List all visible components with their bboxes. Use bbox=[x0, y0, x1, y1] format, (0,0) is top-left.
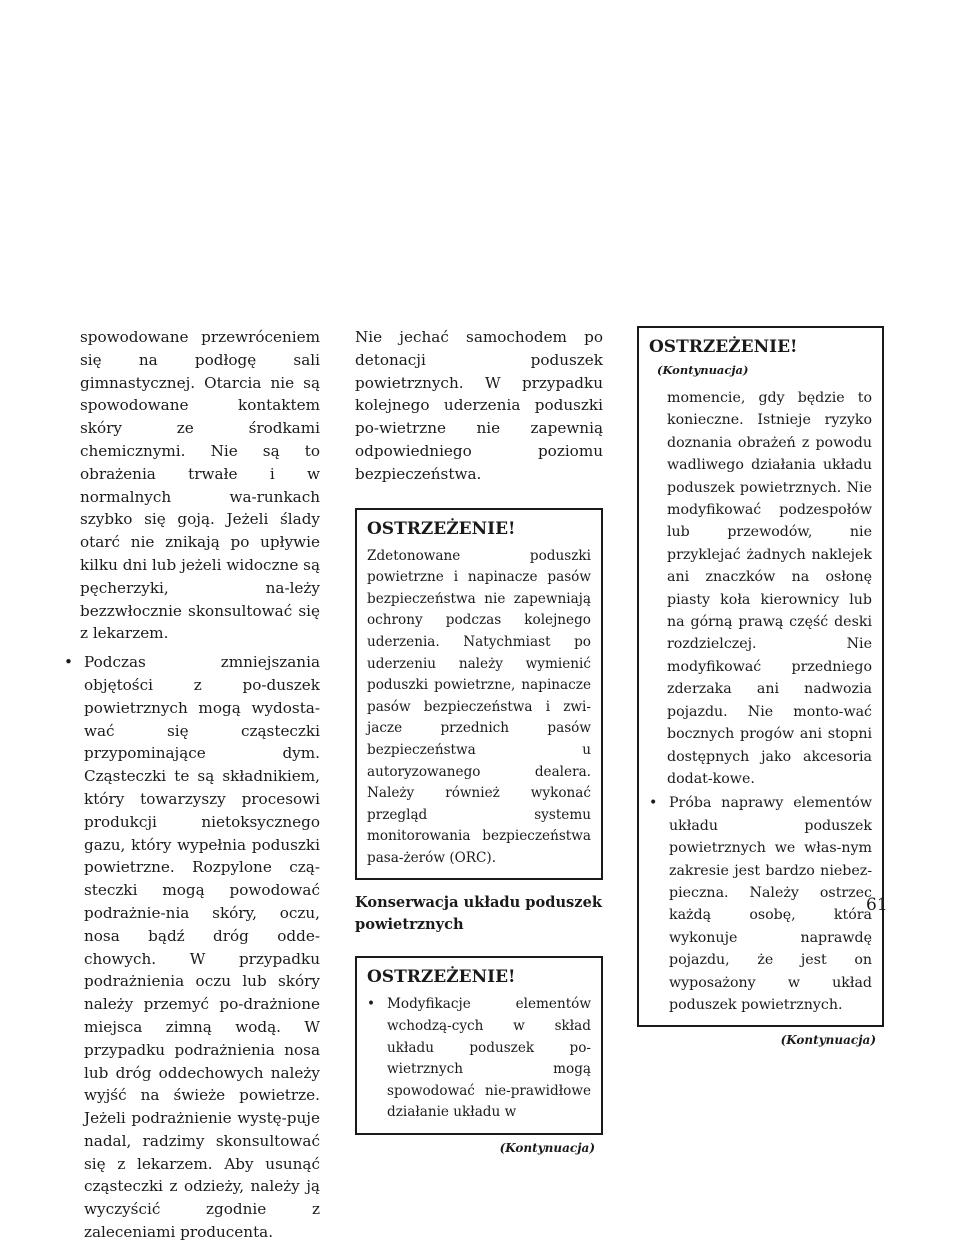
warning-bullet-text: Modyfikacje elementów wchodzą-cych w skład układu poduszek po-wietrznych mogą spowodować nie-prawidłowe działanie układu w bbox=[387, 996, 591, 1121]
bullet-marker: • bbox=[64, 653, 73, 672]
warning-box-3 bbox=[637, 326, 884, 1027]
left-column bbox=[62, 326, 320, 1244]
continued-label: (Kontynuacja) bbox=[499, 1141, 595, 1156]
warning-title-suffix: (Kontynuacja) bbox=[657, 363, 749, 377]
continued-label: (Kontynuacja) bbox=[780, 1033, 876, 1048]
warning-title: OSTRZEŻENIE! bbox=[367, 967, 516, 988]
continued-paragraph: spowodowane przewróceniem się na podłogę sali gimnastycznej. Otarcia nie są spowodowane kontaktem skóry ze środkami chemicznymi. Nie są to obrażenia trwałe i w normalnych wa-runkach szybko się goją. Jeżeli ślady otarć nie znikają po upływie kilku dni lub jeżeli widoczne są pęcherzyki, na-leży bezzwłocznie skonsultować się z lekarzem. bbox=[80, 328, 321, 643]
bullet-item bbox=[62, 651, 320, 1244]
bullet-marker: • bbox=[367, 996, 376, 1013]
intro-paragraph: Nie jechać samochodem po detonacji poduszek powietrznych. W przypadku kolejnego uderzenia poduszki po-wietrzne nie zapewnią odpowiedniego poziomu bezpieczeństwa. bbox=[355, 328, 603, 483]
warning-title: OSTRZEŻENIE! bbox=[367, 518, 516, 539]
warning-bullet bbox=[649, 792, 872, 1016]
section-heading: Konserwacja układu poduszek powietrznych bbox=[355, 894, 602, 934]
page-number: 61 bbox=[866, 895, 888, 915]
bullet-text: Podczas zmniejszania objętości z po-duszek powietrznych mogą wydosta-wać się cząsteczki przypominające dym. Cząsteczki te są składnikiem, który towarzyszy procesowi produkcji nietoksycznego gazu, który wypełnia poduszki powietrzne. Rozpylone czą-steczki mogą powodować podrażnie-nia skóry, oczu, nosa bądź dróg odde-chowych. W przypadku podrażnienia oczu lub skóry należy przemyć po-drażnione miejsca zimną wodą. W przypadku podrażnienia nosa lub dróg oddechowych należy wyjść na świeże powietrze. Jeżeli podrażnienie wystę-puje nadal, radzimy skonsultować się z lekarzem. Aby usunąć cząsteczki z odzieży, należy ją wyczyścić zgodnie z zaleceniami producenta. bbox=[84, 653, 320, 1242]
warning-bullet-text: Próba naprawy elementów układu poduszek powietrznych we włas-nym zakresie jest bardzo niebez-pieczna. Należy ostrzec każdą osobę, która wykonuje naprawdę pojazdu, że jest on wyposażony w układ poduszek powietrznych. bbox=[669, 795, 872, 1013]
warning-box-1 bbox=[355, 508, 603, 881]
bullet-marker: • bbox=[649, 795, 658, 812]
warning-bullet bbox=[367, 994, 591, 1124]
warning-text: Zdetonowane poduszki powietrzne i napinacze pasów bezpieczeństwa nie zapewniają ochrony podczas kolejnego uderzenia. Natychmiast po uderzeniu należy wymienić poduszki powietrzne, napinacze pasów bezpieczeństwa i zwi-jacze przednich pasów bezpieczeństwa u autoryzowanego dealera. Należy również wykonać przegląd systemu monitorowania bezpieczeństwa pasa-żerów (ORC). bbox=[367, 547, 591, 866]
middle-column bbox=[355, 326, 603, 1157]
warning-title bbox=[649, 336, 872, 381]
warning-box-2 bbox=[355, 956, 603, 1135]
warning-title-text: OSTRZEŻENIE! bbox=[649, 337, 798, 357]
right-column bbox=[637, 326, 884, 1049]
warning-continued-text: momencie, gdy będzie to konieczne. Istnieje ryzyko doznania obrażeń z powodu wadliwego działania układu poduszek powietrznych. Nie modyfikować podzespołów lub przewodów, nie przyklejać żadnych naklejek ani znaczków na osłonę piasty koła kierownicy lub na górną prawą część deski rozdzielczej. Nie modyfikować przedniego zderzaka ani nadwozia pojazdu. Nie monto-wać bocznych progów ani stopni dostępnych jako akcesoria dodat-kowe. bbox=[667, 390, 872, 787]
